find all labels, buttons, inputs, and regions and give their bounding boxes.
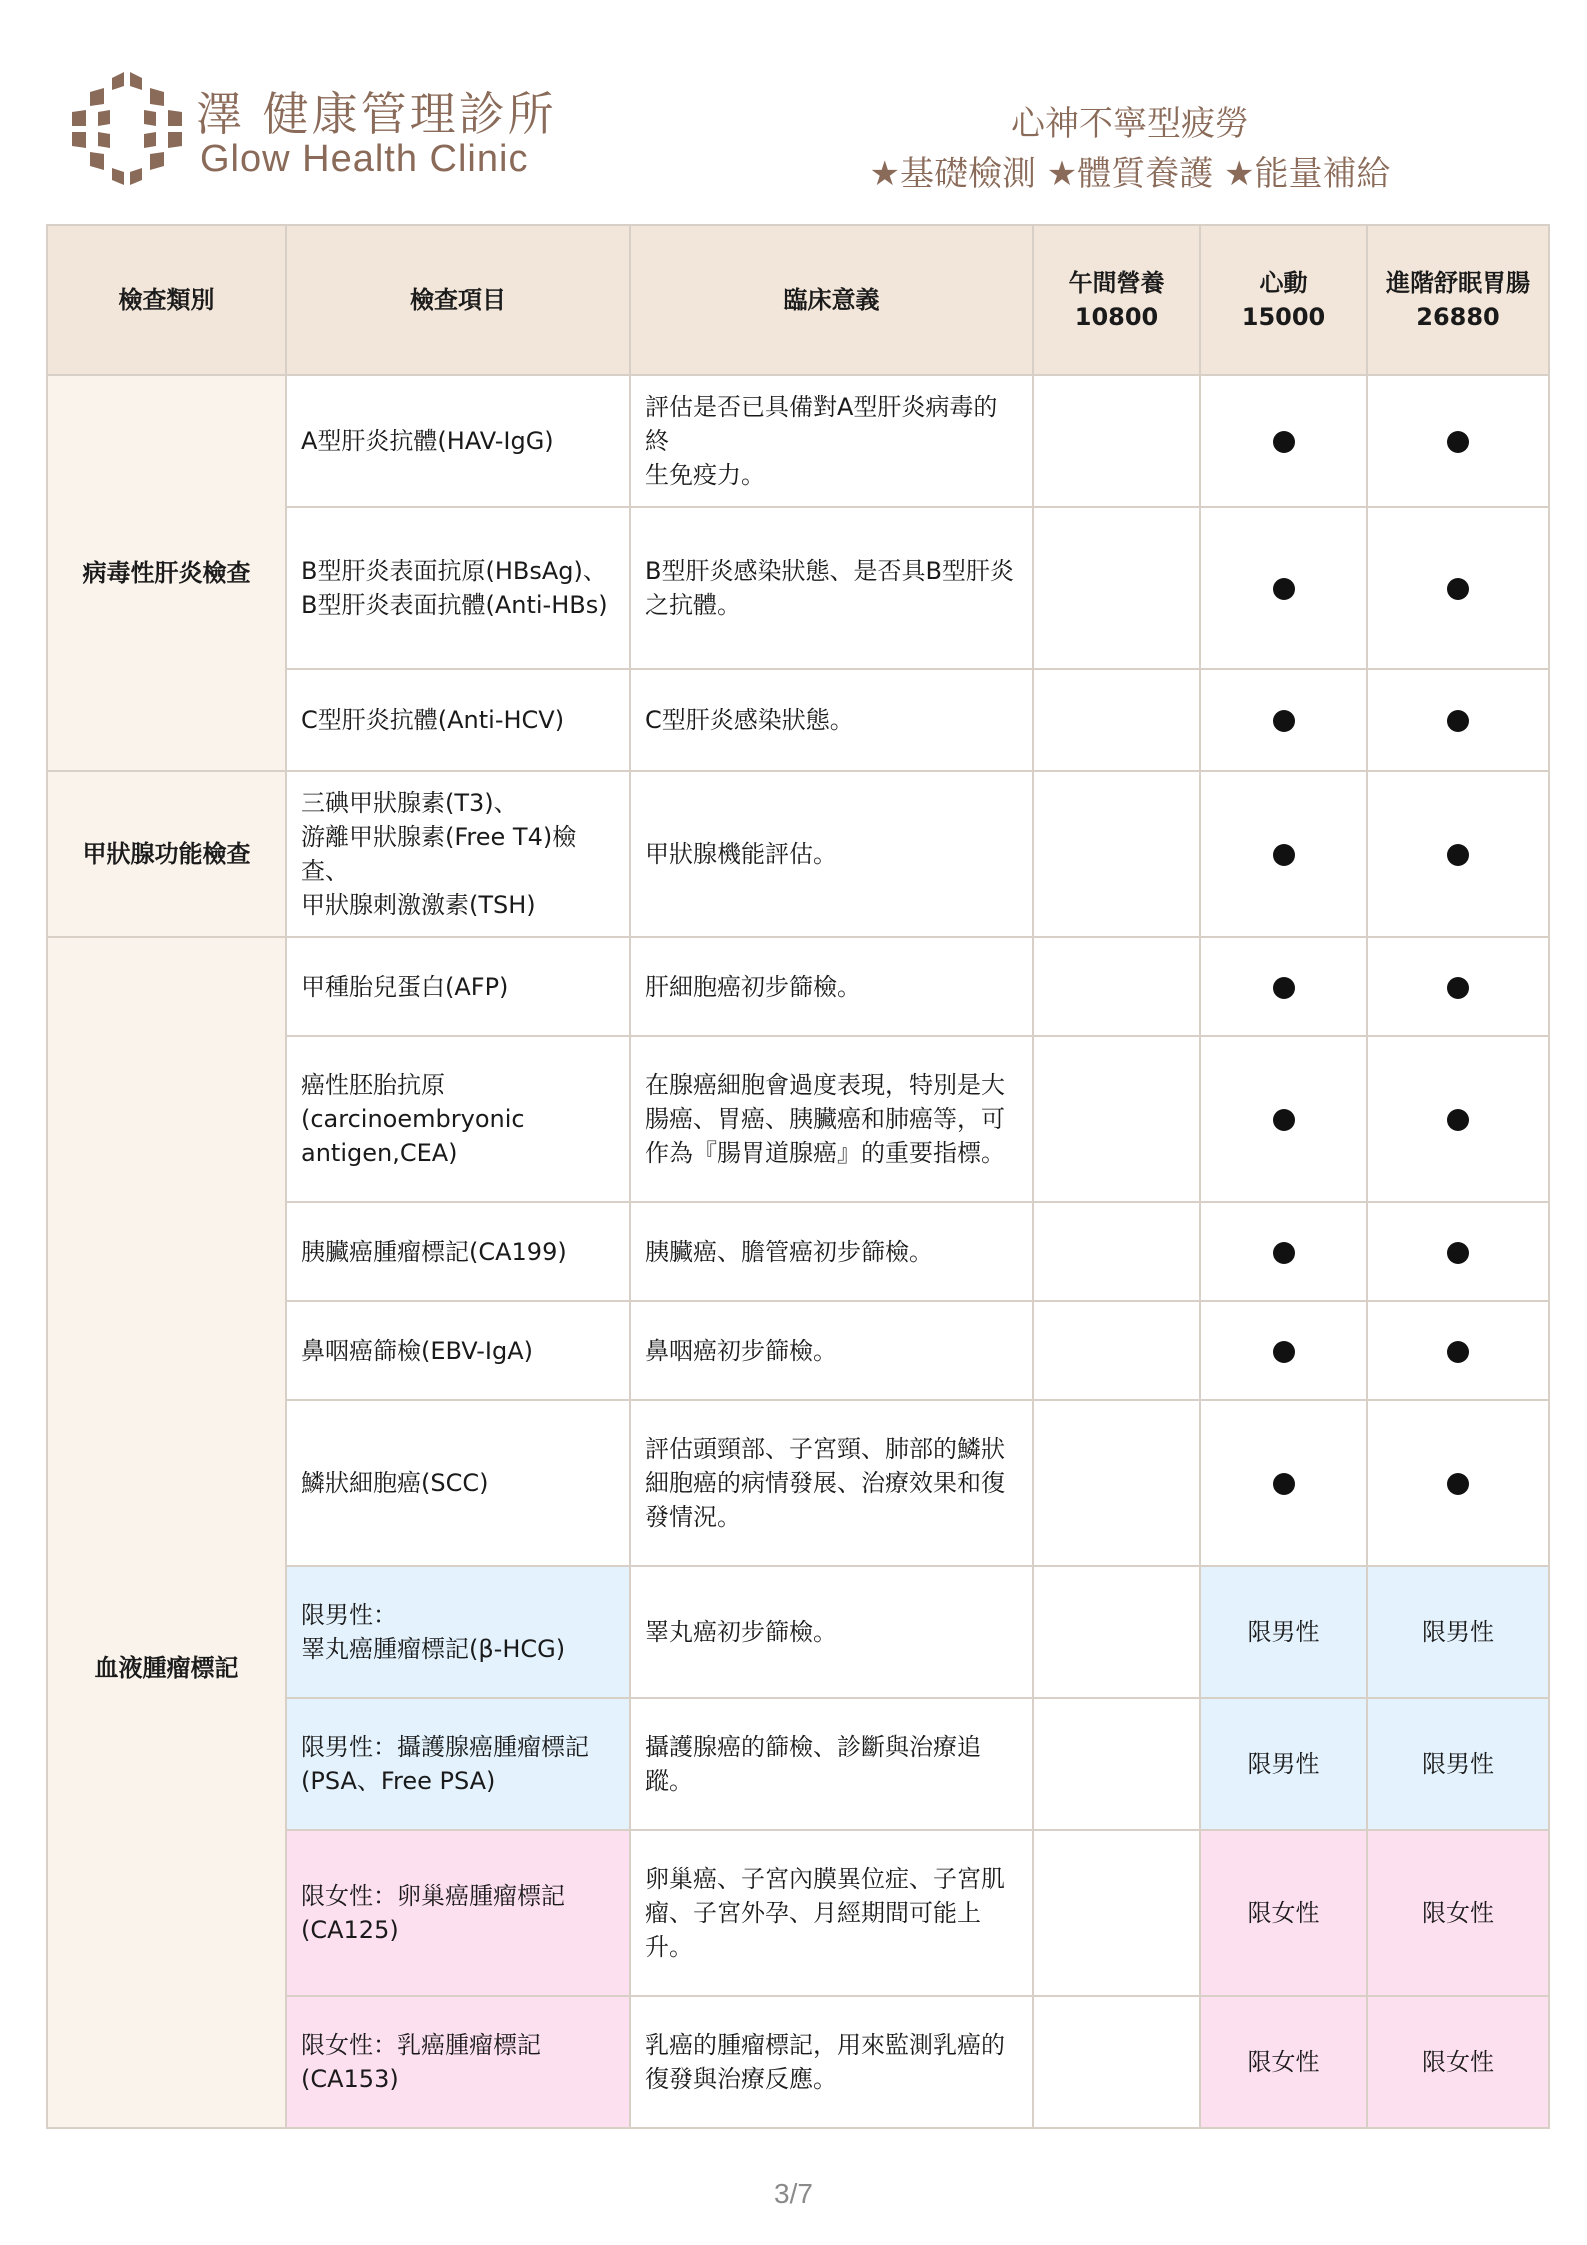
package-1-cell [1033,771,1200,937]
package-1-cell [1033,937,1200,1036]
item-line: 限男性： [301,1601,397,1629]
package-2-cell [1200,1202,1367,1301]
package-1-cell [1033,669,1200,771]
item-cell [286,1830,630,1996]
table-row [47,771,1549,937]
package-2-cell: 限男性 [1200,1698,1367,1830]
package-1-cell [1033,507,1200,669]
item-cell [286,1566,630,1698]
filled-dot-icon [1447,844,1469,866]
package-2-cell [1200,1301,1367,1400]
package-1-price: 10800 [1074,303,1159,331]
meaning-line: 之抗體。 [645,591,741,619]
item-line: 三碘甲狀腺素(T3)、 [301,789,518,817]
package-1-cell [1033,1036,1200,1202]
item-line: B型肝炎表面抗原(HBsAg)、 [301,557,607,585]
header-package-2 [1200,225,1367,375]
meaning-line: 生免疫力。 [645,461,765,489]
filled-dot-icon [1447,1109,1469,1131]
item-line: 游離甲狀腺素(Free T4)檢查、 [301,823,577,885]
meaning-cell [630,507,1033,669]
package-3-cell [1367,1036,1549,1202]
package-3-cell [1367,1301,1549,1400]
package-3-cell: 限女性 [1367,1830,1549,1996]
package-2-name: 心動 [1259,269,1308,297]
item-cell [286,771,630,937]
meaning-line: 胰臟癌、膽管癌初步篩檢。 [645,1237,933,1266]
meaning-cell [630,1698,1033,1830]
package-1-cell [1033,1698,1200,1830]
table-header-row [47,225,1549,375]
package-3-cell [1367,937,1549,1036]
filled-dot-icon [1273,1473,1295,1495]
filled-dot-icon [1447,431,1469,453]
header-package-3 [1367,225,1549,375]
clinic-logo-icon [72,70,182,185]
plan-title: 心神不寧型疲勞 [1011,104,1249,144]
checkup-table [46,224,1550,2129]
meaning-line: 肝細胞癌初步篩檢。 [645,972,861,1001]
package-2-cell: 限女性 [1200,1830,1367,1996]
meaning-line: C型肝炎感染狀態。 [645,706,854,734]
filled-dot-icon [1447,1473,1469,1495]
clinic-name-en: Glow Health Clinic [200,138,529,180]
meaning-line: 在腺癌細胞會過度表現，特別是大 [645,1071,1005,1099]
filled-dot-icon [1273,578,1295,600]
page-number: 3/7 [774,2178,813,2209]
meaning-line: 瘤、子宮外孕、月經期間可能上 [645,1899,981,1927]
item-line: 鱗狀細胞癌(SCC) [301,1469,489,1497]
package-2-cell [1200,1400,1367,1566]
meaning-cell [630,1830,1033,1996]
item-line: 限女性：卵巢癌腫瘤標記 [301,1882,565,1910]
meaning-line: 甲狀腺機能評估。 [645,840,837,868]
meaning-line: 評估是否已具備對A型肝炎病毒的終 [645,393,998,455]
meaning-cell [630,669,1033,771]
filled-dot-icon [1273,710,1295,732]
package-2-cell: 限女性 [1200,1996,1367,2128]
item-line: B型肝炎表面抗體(Anti-HBs) [301,591,608,619]
item-line: 甲種胎兒蛋白(AFP) [301,972,509,1001]
item-line: (carcinoembryonic [301,1105,525,1133]
header-meaning: 臨床意義 [630,225,1033,375]
item-cell [286,1698,630,1830]
meaning-cell [630,1036,1033,1202]
package-3-price: 26880 [1416,303,1500,331]
package-3-cell [1367,1400,1549,1566]
item-cell [286,937,630,1036]
meaning-line: 評估頭頸部、子宮頸、肺部的鱗狀 [645,1435,1005,1463]
package-1-cell [1033,1566,1200,1698]
header-package-1 [1033,225,1200,375]
meaning-line: 蹤。 [645,1767,693,1795]
package-2-cell [1200,937,1367,1036]
filled-dot-icon [1447,977,1469,999]
page-header [0,0,1587,220]
package-2-cell [1200,507,1367,669]
item-line: 鼻咽癌篩檢(EBV-IgA) [301,1336,534,1365]
meaning-line: 升。 [645,1933,693,1961]
item-line: 甲狀腺刺激激素(TSH) [301,891,536,919]
item-line: (CA125) [301,1916,399,1944]
filled-dot-icon [1447,1242,1469,1264]
meaning-cell [630,937,1033,1036]
item-cell [286,507,630,669]
filled-dot-icon [1273,1341,1295,1363]
clinic-name-zh: 澤 健康管理診所 [196,87,557,141]
package-3-name: 進階舒眠胃腸 [1386,269,1530,297]
package-3-cell [1367,375,1549,507]
meaning-line: 鼻咽癌初步篩檢。 [645,1336,837,1365]
package-3-cell [1367,771,1549,937]
meaning-line: 乳癌的腫瘤標記，用來監測乳癌的 [645,2031,1005,2059]
package-1-cell [1033,1400,1200,1566]
item-cell [286,1996,630,2128]
meaning-cell [630,1566,1033,1698]
meaning-cell [630,1996,1033,2128]
category-thyroid: 甲狀腺功能檢查 [47,771,286,937]
plan-subtitle: ★基礎檢測 ★體質養護 ★能量補給 [869,154,1391,194]
filled-dot-icon [1447,1341,1469,1363]
item-line: (CA153) [301,2065,399,2093]
header-category: 檢查類別 [47,225,286,375]
meaning-cell [630,1202,1033,1301]
item-line: 睪丸癌腫瘤標記(β-HCG) [301,1635,566,1663]
item-line: (PSA、Free PSA) [301,1767,496,1795]
meaning-cell [630,375,1033,507]
package-1-cell [1033,1996,1200,2128]
package-2-cell [1200,771,1367,937]
item-cell [286,1036,630,1202]
package-1-cell [1033,1202,1200,1301]
meaning-line: 腸癌、胃癌、胰臟癌和肺癌等，可 [645,1105,1005,1133]
item-cell [286,669,630,771]
filled-dot-icon [1273,1242,1295,1264]
filled-dot-icon [1273,844,1295,866]
meaning-cell [630,1400,1033,1566]
package-1-cell [1033,1830,1200,1996]
item-cell [286,1301,630,1400]
package-2-cell [1200,375,1367,507]
meaning-line: 睪丸癌初步篩檢。 [645,1618,837,1646]
item-cell [286,375,630,507]
meaning-line: 攝護腺癌的篩檢、診斷與治療追 [645,1733,981,1761]
meaning-cell [630,771,1033,937]
category-hepatitis: 病毒性肝炎檢查 [47,375,286,771]
package-3-cell: 限女性 [1367,1996,1549,2128]
package-3-cell [1367,507,1549,669]
filled-dot-icon [1273,431,1295,453]
package-2-cell [1200,1036,1367,1202]
item-line: 限女性：乳癌腫瘤標記 [301,2031,541,2059]
filled-dot-icon [1273,977,1295,999]
meaning-line: 細胞癌的病情發展、治療效果和復 [645,1469,1005,1497]
item-line: C型肝炎抗體(Anti-HCV) [301,706,565,734]
filled-dot-icon [1447,710,1469,732]
package-3-cell: 限男性 [1367,1698,1549,1830]
header-item: 檢查項目 [286,225,630,375]
item-line: 胰臟癌腫瘤標記(CA199) [301,1237,567,1266]
filled-dot-icon [1273,1109,1295,1131]
meaning-line: 作為『腸胃道腺癌』的重要指標。 [645,1139,1005,1167]
package-3-cell [1367,1202,1549,1301]
package-2-cell [1200,669,1367,771]
package-1-cell [1033,375,1200,507]
category-tumor: 血液腫瘤標記 [47,937,286,2128]
item-line: 癌性胚胎抗原 [301,1071,445,1099]
package-1-name: 午間營養 [1068,269,1165,297]
meaning-line: 卵巢癌、子宮內膜異位症、子宮肌 [645,1865,1005,1893]
item-cell [286,1400,630,1566]
package-3-cell [1367,669,1549,771]
item-cell [286,1202,630,1301]
meaning-line: 復發與治療反應。 [645,2065,837,2093]
meaning-line: 發情況。 [645,1503,741,1531]
filled-dot-icon [1447,578,1469,600]
meaning-cell [630,1301,1033,1400]
table-row [47,375,1549,507]
item-line: 限男性：攝護腺癌腫瘤標記 [301,1733,589,1761]
table-row [47,937,1549,1036]
package-3-cell: 限男性 [1367,1566,1549,1698]
package-2-price: 15000 [1241,303,1326,331]
meaning-line: B型肝炎感染狀態、是否具B型肝炎 [645,557,1014,585]
package-1-cell [1033,1301,1200,1400]
item-line: antigen,CEA) [301,1139,458,1167]
package-2-cell: 限男性 [1200,1566,1367,1698]
item-line: A型肝炎抗體(HAV-IgG) [301,427,554,455]
